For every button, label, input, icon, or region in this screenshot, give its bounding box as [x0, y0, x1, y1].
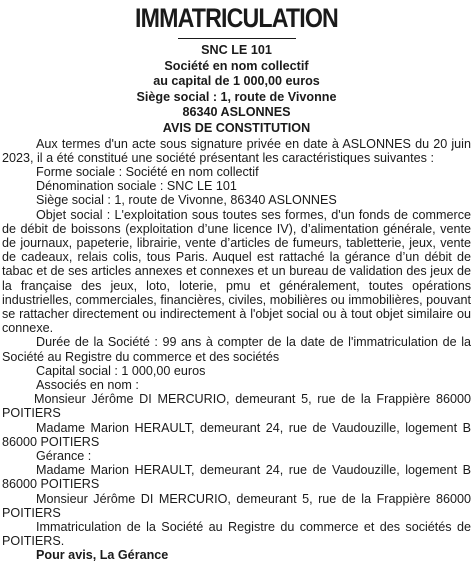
registered-office-line: Siège social : 1, route de Vivonne, 86340 ASLONNES	[36, 193, 337, 208]
notice-body	[0, 137, 473, 563]
signature-line: Pour avis, La Gérance	[36, 548, 169, 563]
registration-paragraph: Immatriculation de la Société au Registre du commerce et des sociétés de POITIERS.	[2, 520, 471, 549]
purpose-paragraph: Objet social : L'exploitation sous toutes ses formes, d'un fonds de commerce de débit de boissons (exploitation d’une licence IV), d’alimentation générale, vente de journaux, papeterie, librairie, vente d’articles de fumeurs, tabletterie, jeux, vente de cadeaux, relais colis, tous Paris. Auquel est rattaché la gérance d’un débit de tabac et de ses articles annexes et connexes et un bureau de validation des jeux de la française des jeux, loto, loterie, pmu et généralement, toutes opérations industrielles, commerciales, financières, civiles, mobilières ou immobilières, pouvant se rattacher directement ou indirectement à l'objet social ou à tout objet similaire ou connexe.	[2, 207, 471, 336]
partner-item: Monsieur Jérôme DI MERCURIO, demeurant 5, rue de la Frappière 86000 POITIERS	[2, 392, 471, 421]
partner-item: Madame Marion HERAULT, demeurant 24, rue de Vaudouzille, logement B 86000 POITIERS	[2, 420, 471, 449]
duration-paragraph: Durée de la Société : 99 ans à compter de la date de l'immatriculation de la Société au Registre du commerce et des sociétés	[2, 335, 471, 364]
manager-item: Madame Marion HERAULT, demeurant 24, rue de Vaudouzille, logement B 86000 POITIERS	[2, 463, 471, 492]
company-name: SNC LE 101	[201, 43, 272, 57]
capital-line: Capital social : 1 000,00 euros	[36, 363, 206, 378]
notice-title: IMMATRICULATION	[135, 3, 338, 33]
partners-heading: Associés en nom :	[36, 378, 139, 393]
management-heading: Gérance :	[36, 449, 92, 464]
company-capital: au capital de 1 000,00 euros	[153, 74, 320, 89]
manager-item: Monsieur Jérôme DI MERCURIO, demeurant 5, rue de la Frappière 86000 POITIERS	[2, 491, 471, 520]
legal-form-line: Forme sociale : Société en nom collectif	[36, 164, 259, 179]
company-city: 86340 ASLONNES	[182, 105, 291, 120]
company-form: Société en nom collectif	[164, 58, 309, 73]
intro-paragraph: Aux termes d'un acte sous signature privée en date à ASLONNES du 20 juin 2023, il a été constitué une société présentant les caractéristiques suivantes :	[2, 136, 471, 165]
title-divider	[178, 38, 296, 39]
notice-type: AVIS DE CONSTITUTION	[162, 120, 311, 135]
company-address: Siège social : 1, route de Vivonne	[136, 89, 337, 104]
company-name-line: Dénomination sociale : SNC LE 101	[36, 179, 237, 194]
notice-header	[0, 43, 473, 137]
